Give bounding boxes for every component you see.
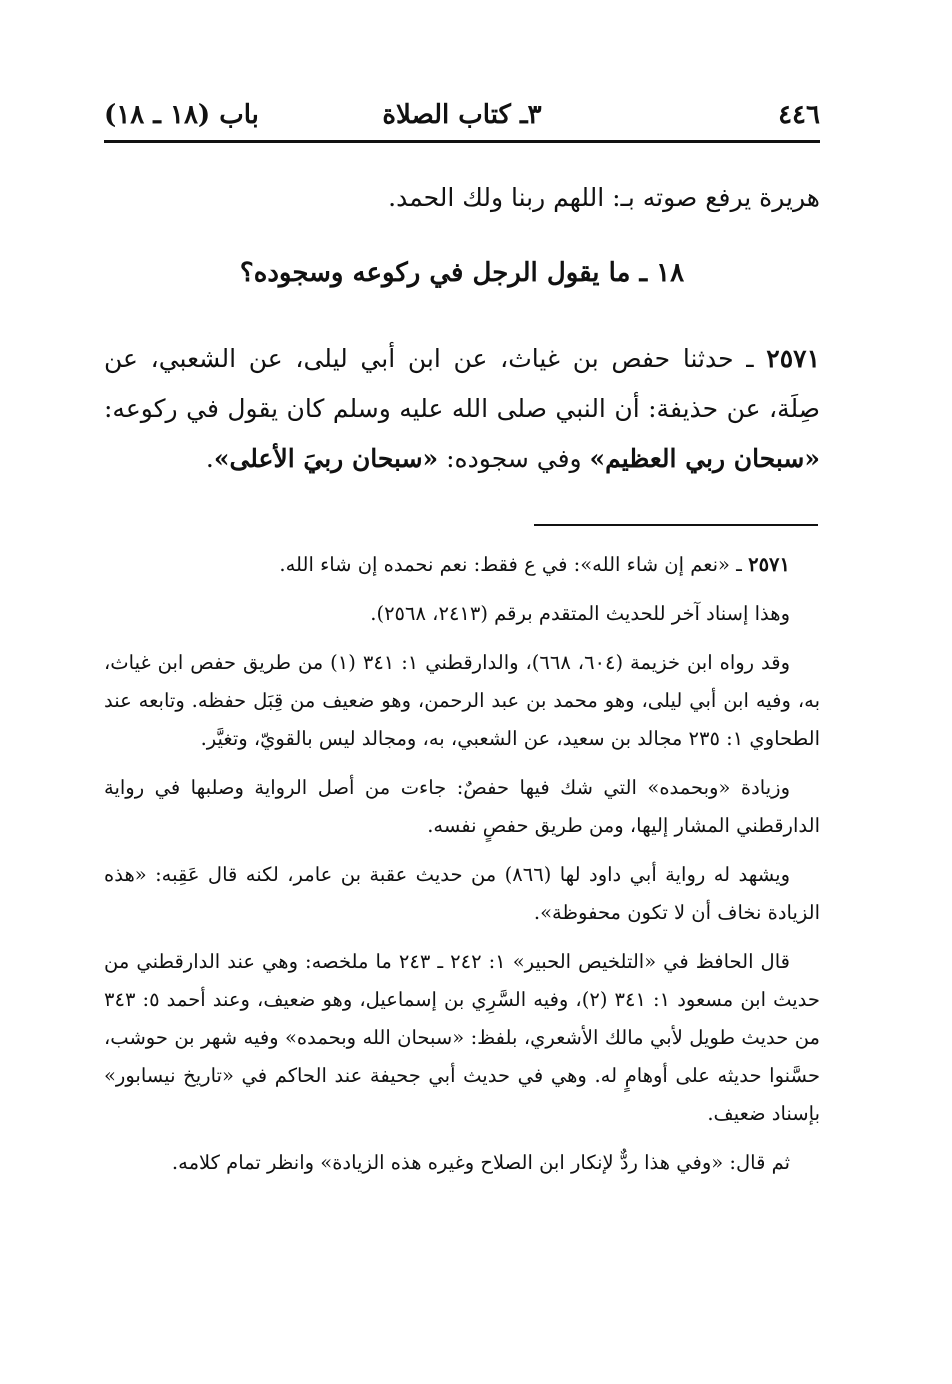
footnote-paragraph: ثم قال: «وفي هذا ردٌّ لإنكار ابن الصلاح وغيره هذه الزيادة» وانظر تمام كلامه. (171, 1151, 790, 1174)
header-rule (104, 140, 820, 143)
hadith-quote-sujud: «سبحان ربيَ الأعلى» (213, 444, 439, 473)
footnote-paragraph: وهذا إسناد آخر للحديث المتقدم برقم (٢٤١٣، ٢٥٦٨). (370, 602, 790, 625)
hadith-quote-ruku: «سبحان ربي العظيم» (589, 444, 820, 473)
hadith-text (104, 334, 820, 484)
footnote-separator (534, 524, 818, 526)
chapter-reference: باب (١٨ ـ ١٨) (104, 100, 259, 130)
footnote-number: ٢٥٧١ (748, 553, 790, 576)
section-title: ١٨ ـ ما يقول الرجل في ركوعه وسجوده؟ (239, 258, 685, 288)
footnote-first (104, 546, 820, 584)
footnote-paragraph: وزيادة «وبحمده» التي شك فيها حفصٌ: جاءت من أصل الرواية وصلبها في رواية الدارقطني المشار إليها، ومن طريق حفصٍ نفسه. (104, 776, 820, 837)
intro-text: هريرة يرفع صوته بـ: اللهم ربنا ولك الحمد. (388, 183, 820, 212)
hadith-text-part1: ـ حدثنا حفص بن غياث، عن ابن أبي ليلى، عن الشعبي، عن صِلَة، عن حذيفة: أن النبي صلى الله عليه وسلم كان يقول في ركوعه: (104, 344, 820, 423)
hadith-text-end: . (205, 444, 214, 473)
book-title: ٣ـ كتاب الصلاة (382, 100, 542, 130)
footnote-paragraph: وقد رواه ابن خزيمة (٦٠٤، ٦٦٨)، والدارقطني ١: ٣٤١ (١) من طريق حفص ابن غياث، به، وفيه ابن أبي ليلى، وهو محمد بن عبد الرحمن، وهو ضعيف من قِبَل حفظه. وتابعه عند الطحاوي ١: ٢٣٥ مجالد بن سعيد، عن الشعبي، به، ومجالد ليس بالقويّ، وتغيَّر. (104, 651, 820, 750)
page-number: ٤٤٦ (778, 100, 820, 130)
footnote-first-text: ـ «نعم إن شاء الله»: في ع فقط: نعم نحمده إن شاء الله. (279, 553, 742, 576)
footnotes (104, 546, 820, 1193)
hadith-number: ٢٥٧١ (766, 344, 821, 373)
footnote-paragraph: قال الحافظ في «التلخيص الحبير» ١: ٢٤٢ ـ ٢٤٣ ما ملخصه: وهي عند الدارقطني من حديث ابن مسعود ١: ٣٤١ (٢)، وفيه السَّرِي بن إسماعيل، وهو ضعيف، وعند أحمد ٥: ٣٤٣ من حديث طويل لأبي مالك الأشعري، بلفظ: «سبحان الله وبحمده» وفيه شهر بن حوشب، حسَّنوا حديثه على أوهامٍ له. وهي في حديث أبي جحيفة عند الحاكم في «تاريخ نيسابور» بإسناد ضعيف. (104, 950, 820, 1125)
running-header (104, 96, 820, 140)
hadith-text-part2: وفي سجوده: (438, 444, 590, 473)
footnote-paragraph: ويشهد له رواية أبي داود لها (٨٦٦) من حديث عقبة بن عامر، لكنه قال عَقِبه: «هذه الزيادة نخاف أن لا تكون محفوظة». (104, 863, 820, 924)
